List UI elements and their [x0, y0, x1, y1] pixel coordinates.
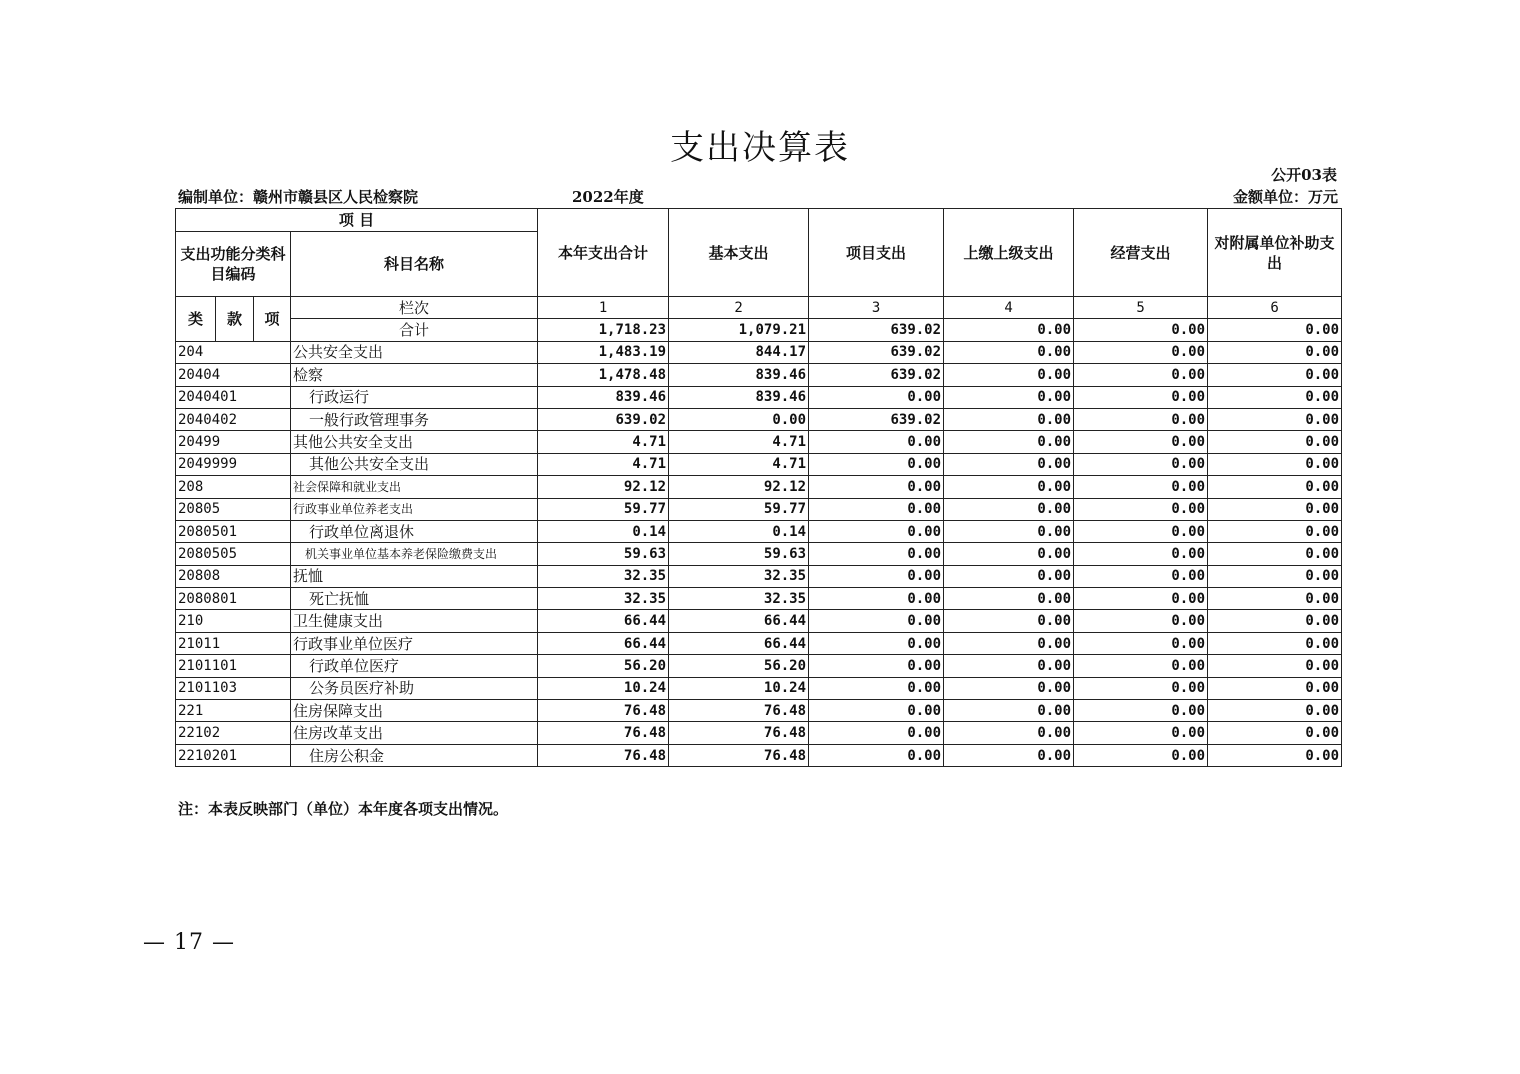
header-row-item [176, 209, 1342, 232]
subject-name: 其他公共安全支出 [291, 431, 538, 453]
amount-cell: 0.00 [809, 632, 944, 654]
subject-name: 检察 [291, 364, 538, 386]
fiscal-year: 2022年度 [572, 188, 644, 206]
amount-cell: 0.00 [1074, 520, 1208, 542]
table-note: 注：本表反映部门（单位）本年度各项支出情况。 [178, 800, 509, 818]
subject-code: 20404 [176, 364, 291, 386]
amount-cell: 76.48 [538, 700, 669, 722]
amount-cell: 639.02 [809, 408, 944, 430]
amount-cell: 0.00 [1074, 632, 1208, 654]
subject-code: 22102 [176, 722, 291, 744]
amount-cell: 0.00 [1208, 408, 1342, 430]
total-value: 0.00 [1208, 319, 1342, 341]
amount-cell: 0.00 [1208, 655, 1342, 677]
amount-cell: 0.00 [1074, 543, 1208, 565]
amount-cell: 839.46 [669, 364, 809, 386]
amount-cell: 839.46 [669, 386, 809, 408]
amount-cell: 0.00 [944, 431, 1074, 453]
subject-code: 20805 [176, 498, 291, 520]
amount-cell: 0.00 [1074, 744, 1208, 766]
amount-cell: 10.24 [538, 677, 669, 699]
header-row-colno [176, 297, 1342, 319]
amount-cell: 0.00 [809, 655, 944, 677]
amount-cell: 0.00 [809, 453, 944, 475]
subject-name: 行政事业单位养老支出 [291, 498, 538, 520]
amount-cell: 639.02 [538, 408, 669, 430]
amount-cell: 66.44 [669, 632, 809, 654]
amount-cell: 0.00 [1208, 431, 1342, 453]
subject-code: 2101101 [176, 655, 291, 677]
total-value: 0.00 [1074, 319, 1208, 341]
amount-cell: 0.00 [944, 632, 1074, 654]
amount-cell: 0.00 [1074, 588, 1208, 610]
amount-cell: 0.00 [809, 677, 944, 699]
amount-cell: 1,478.48 [538, 364, 669, 386]
subject-name: 住房保障支出 [291, 700, 538, 722]
subject-code: 2040402 [176, 408, 291, 430]
table-row [176, 364, 1342, 386]
amount-cell: 32.35 [669, 565, 809, 587]
amount-cell: 59.77 [669, 498, 809, 520]
col-header-project: 项目支出 [809, 209, 944, 297]
col-number: 6 [1208, 297, 1342, 319]
amount-cell: 66.44 [538, 632, 669, 654]
table-row [176, 655, 1342, 677]
amount-cell: 0.00 [944, 476, 1074, 498]
table-row [176, 588, 1342, 610]
form-number: 公开03表 [1271, 166, 1337, 184]
total-value: 1,079.21 [669, 319, 809, 341]
expenditure-table [175, 208, 1342, 767]
amount-cell: 839.46 [538, 386, 669, 408]
col-number: 3 [809, 297, 944, 319]
name-header: 科目名称 [291, 232, 538, 297]
table-row [176, 632, 1342, 654]
amount-cell: 0.00 [1208, 364, 1342, 386]
table-row [176, 453, 1342, 475]
table-row [176, 744, 1342, 766]
amount-cell: 639.02 [809, 341, 944, 363]
subject-name: 行政事业单位医疗 [291, 632, 538, 654]
table-row [176, 341, 1342, 363]
amount-cell: 0.00 [1208, 386, 1342, 408]
amount-cell: 0.00 [1208, 498, 1342, 520]
amount-cell: 0.00 [1074, 341, 1208, 363]
subject-name: 住房公积金 [291, 744, 538, 766]
table-row [176, 476, 1342, 498]
lanci-label: 栏次 [291, 297, 538, 319]
amount-cell: 0.00 [1074, 498, 1208, 520]
amount-cell: 4.71 [669, 453, 809, 475]
code-header: 支出功能分类科目编码 [176, 232, 291, 297]
amount-cell: 0.00 [1074, 476, 1208, 498]
kuan-header: 款 [216, 297, 254, 342]
amount-cell: 0.00 [809, 498, 944, 520]
table-row [176, 386, 1342, 408]
money-unit: 金额单位：万元 [1232, 188, 1338, 206]
amount-cell: 4.71 [538, 431, 669, 453]
subject-name: 社会保障和就业支出 [291, 476, 538, 498]
amount-cell: 76.48 [669, 744, 809, 766]
amount-cell: 59.77 [538, 498, 669, 520]
amount-cell: 66.44 [538, 610, 669, 632]
subject-name: 死亡抚恤 [291, 588, 538, 610]
amount-cell: 0.00 [809, 476, 944, 498]
amount-cell: 0.00 [1074, 408, 1208, 430]
amount-cell: 0.00 [944, 408, 1074, 430]
page-title: 支出决算表 [670, 128, 850, 168]
amount-cell: 0.00 [1208, 610, 1342, 632]
amount-cell: 0.00 [1208, 588, 1342, 610]
amount-cell: 0.00 [1208, 700, 1342, 722]
lei-header: 类 [176, 297, 216, 342]
subject-code: 21011 [176, 632, 291, 654]
amount-cell: 92.12 [538, 476, 669, 498]
amount-cell: 0.00 [1208, 453, 1342, 475]
amount-cell: 0.00 [1208, 565, 1342, 587]
subject-code: 20499 [176, 431, 291, 453]
amount-cell: 0.00 [944, 565, 1074, 587]
amount-cell: 0.00 [944, 744, 1074, 766]
amount-cell: 0.00 [944, 700, 1074, 722]
table-row [176, 700, 1342, 722]
amount-cell: 0.00 [1208, 543, 1342, 565]
col-header-total: 本年支出合计 [538, 209, 669, 297]
compiling-unit: 编制单位：赣州市赣县区人民检察院 [178, 188, 419, 206]
amount-cell: 0.14 [538, 520, 669, 542]
amount-cell: 0.00 [944, 722, 1074, 744]
amount-cell: 0.00 [1208, 476, 1342, 498]
subject-name: 机关事业单位基本养老保险缴费支出 [291, 543, 538, 565]
amount-cell: 0.00 [1208, 722, 1342, 744]
amount-cell: 0.00 [944, 341, 1074, 363]
subject-code: 208 [176, 476, 291, 498]
table-row [176, 520, 1342, 542]
amount-cell: 0.00 [1074, 364, 1208, 386]
table-row [176, 722, 1342, 744]
subject-name: 行政单位医疗 [291, 655, 538, 677]
col-header-subsidy: 对附属单位补助支出 [1208, 209, 1342, 297]
total-value: 639.02 [809, 319, 944, 341]
subject-name: 公共安全支出 [291, 341, 538, 363]
table-row [176, 610, 1342, 632]
unit-row [178, 186, 1338, 206]
total-row [176, 319, 1342, 341]
amount-cell: 0.00 [1208, 677, 1342, 699]
amount-cell: 0.00 [809, 565, 944, 587]
amount-cell: 0.14 [669, 520, 809, 542]
table-row [176, 543, 1342, 565]
table-row [176, 408, 1342, 430]
col-number: 5 [1074, 297, 1208, 319]
amount-cell: 92.12 [669, 476, 809, 498]
amount-cell: 32.35 [538, 565, 669, 587]
amount-cell: 0.00 [809, 543, 944, 565]
amount-cell: 0.00 [1074, 722, 1208, 744]
amount-cell: 59.63 [538, 543, 669, 565]
table-row [176, 431, 1342, 453]
amount-cell: 76.48 [538, 744, 669, 766]
amount-cell: 66.44 [669, 610, 809, 632]
amount-cell: 0.00 [1074, 453, 1208, 475]
subject-name: 行政运行 [291, 386, 538, 408]
amount-cell: 0.00 [1074, 655, 1208, 677]
amount-cell: 0.00 [809, 386, 944, 408]
amount-cell: 0.00 [1074, 565, 1208, 587]
amount-cell: 0.00 [944, 498, 1074, 520]
col-header-basic: 基本支出 [669, 209, 809, 297]
subject-code: 2049999 [176, 453, 291, 475]
amount-cell: 59.63 [669, 543, 809, 565]
table-row [176, 498, 1342, 520]
subject-code: 2210201 [176, 744, 291, 766]
amount-cell: 0.00 [809, 700, 944, 722]
amount-cell: 76.48 [538, 722, 669, 744]
table-row [176, 565, 1342, 587]
amount-cell: 0.00 [809, 588, 944, 610]
amount-cell: 0.00 [944, 453, 1074, 475]
amount-cell: 56.20 [538, 655, 669, 677]
amount-cell: 0.00 [809, 610, 944, 632]
col-header-operating: 经营支出 [1074, 209, 1208, 297]
amount-cell: 32.35 [669, 588, 809, 610]
amount-cell: 76.48 [669, 722, 809, 744]
amount-cell: 0.00 [669, 408, 809, 430]
subject-code: 204 [176, 341, 291, 363]
subject-name: 行政单位离退休 [291, 520, 538, 542]
amount-cell: 1,483.19 [538, 341, 669, 363]
amount-cell: 0.00 [944, 655, 1074, 677]
amount-cell: 4.71 [538, 453, 669, 475]
subject-name: 公务员医疗补助 [291, 677, 538, 699]
amount-cell: 0.00 [1074, 610, 1208, 632]
amount-cell: 0.00 [944, 610, 1074, 632]
xiang-header: 项 [254, 297, 291, 342]
subject-code: 2101103 [176, 677, 291, 699]
subject-name: 卫生健康支出 [291, 610, 538, 632]
subject-code: 221 [176, 700, 291, 722]
amount-cell: 0.00 [1208, 520, 1342, 542]
page-number: — 17 — [143, 930, 235, 955]
amount-cell: 0.00 [944, 364, 1074, 386]
amount-cell: 0.00 [944, 520, 1074, 542]
amount-cell: 0.00 [1208, 632, 1342, 654]
amount-cell: 32.35 [538, 588, 669, 610]
col-number: 2 [669, 297, 809, 319]
subject-code: 2040401 [176, 386, 291, 408]
amount-cell: 0.00 [809, 722, 944, 744]
amount-cell: 4.71 [669, 431, 809, 453]
amount-cell: 0.00 [1208, 744, 1342, 766]
subject-code: 2080801 [176, 588, 291, 610]
amount-cell: 0.00 [1074, 386, 1208, 408]
amount-cell: 844.17 [669, 341, 809, 363]
col-number: 1 [538, 297, 669, 319]
amount-cell: 0.00 [809, 431, 944, 453]
subject-code: 2080501 [176, 520, 291, 542]
subject-name: 一般行政管理事务 [291, 408, 538, 430]
col-number: 4 [944, 297, 1074, 319]
subject-code: 210 [176, 610, 291, 632]
amount-cell: 0.00 [809, 520, 944, 542]
amount-cell: 0.00 [809, 744, 944, 766]
amount-cell: 76.48 [669, 700, 809, 722]
subject-name: 其他公共安全支出 [291, 453, 538, 475]
subject-name: 住房改革支出 [291, 722, 538, 744]
amount-cell: 639.02 [809, 364, 944, 386]
amount-cell: 0.00 [1074, 700, 1208, 722]
amount-cell: 0.00 [1208, 341, 1342, 363]
total-value: 0.00 [944, 319, 1074, 341]
subject-code: 2080505 [176, 543, 291, 565]
total-value: 1,718.23 [538, 319, 669, 341]
amount-cell: 0.00 [944, 543, 1074, 565]
col-header-remit: 上缴上级支出 [944, 209, 1074, 297]
amount-cell: 0.00 [1074, 431, 1208, 453]
subject-name: 抚恤 [291, 565, 538, 587]
amount-cell: 56.20 [669, 655, 809, 677]
amount-cell: 0.00 [944, 588, 1074, 610]
amount-cell: 0.00 [1074, 677, 1208, 699]
subject-code: 20808 [176, 565, 291, 587]
amount-cell: 10.24 [669, 677, 809, 699]
total-label: 合计 [291, 319, 538, 341]
amount-cell: 0.00 [944, 386, 1074, 408]
table-row [176, 677, 1342, 699]
amount-cell: 0.00 [944, 677, 1074, 699]
item-header: 项 目 [176, 209, 538, 232]
